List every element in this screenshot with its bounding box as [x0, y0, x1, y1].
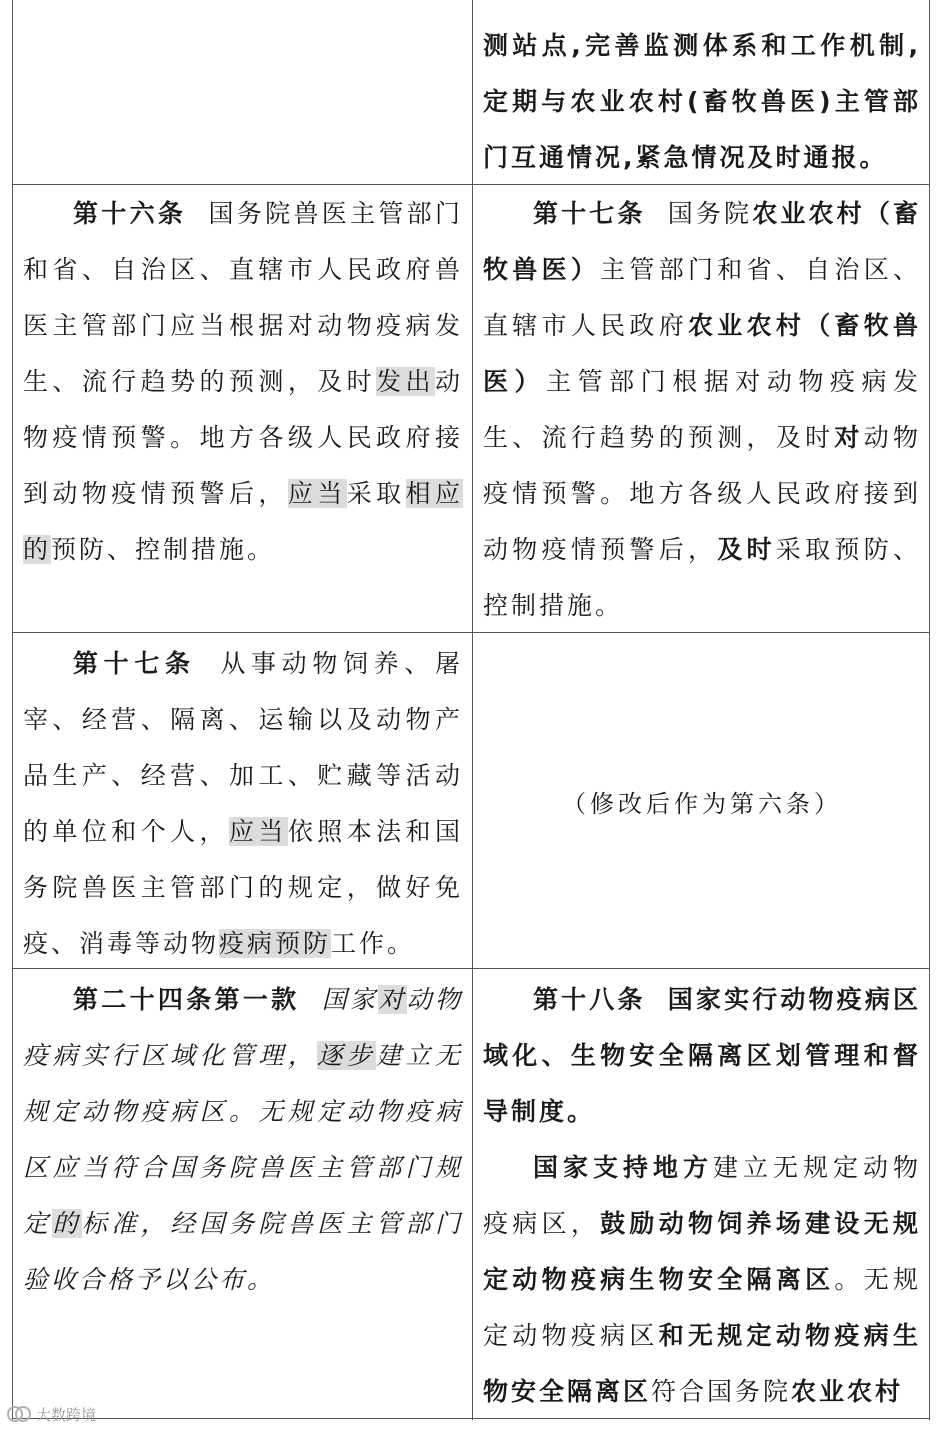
brand-logo-icon: [6, 1403, 32, 1425]
row1-right-text: 测站点,完善监测体系和工作机制,定期与农业农村(畜牧兽医)主管部门互通情况,紧急情况及时通报。: [483, 31, 921, 172]
row3-left-article: 第十七条 从事动物饲养、屠宰、经营、隔离、运输以及动物产品生产、经营、加工、贮藏等活动的单位和个人，应当依照本法和国务院兽医主管部门的规定，做好免疫、消毒等动物疫病预防工作。: [23, 649, 463, 958]
watermark: [6, 1400, 96, 1428]
comparison-table: [12, 0, 930, 1420]
row3-right-note: （修改后作为第六条）: [562, 790, 842, 818]
article-number: 第十七条: [533, 199, 646, 228]
row4-left-article: 第二十四条第一款 国家对动物疫病实行区域化管理，逐步建立无规定动物疫病区。无规定动物疫病区应当符合国务院兽医主管部门规定的标准，经国务院兽医主管部门验收合格予以公布。: [23, 985, 463, 1294]
highlight: 应当: [287, 479, 347, 508]
article-number: 第十七条: [73, 649, 196, 678]
article-number: 第十八条: [533, 985, 646, 1014]
column-divider: [472, 0, 473, 1420]
highlight: 相应的: [23, 479, 463, 564]
highlight: 的: [52, 1209, 82, 1238]
row2-left-article: 第十六条 国务院兽医主管部门和省、自治区、直辖市人民政府兽医主管部门应当根据对动物疫病发生、流行趋势的预测，及时发出动物疫情预警。地方各级人民政府接到动物疫情预警后，应当采取相应的预防、控制措施。: [23, 199, 463, 564]
highlight: 疫病预防: [219, 929, 332, 958]
row2-right-article: 第十七条 国务院农业农村（畜牧兽医）主管部门和省、自治区、直辖市人民政府农业农村（畜牧兽医）主管部门根据对动物疫病发生、流行趋势的预测，及时对动物疫情预警。地方各级人民政府接到动物疫情预警后，及时采取预防、控制措施。: [483, 199, 921, 620]
watermark-text: 大数跨境: [36, 1405, 97, 1424]
article-number: 第十六条: [73, 199, 187, 228]
highlight: 应当: [228, 817, 288, 846]
highlight: 发出: [376, 367, 435, 396]
highlight: 对: [378, 985, 407, 1014]
article-number: 第二十四条第一款: [73, 985, 300, 1014]
row4-right-paragraph-1: 第十八条 国家实行动物疫病区域化、生物安全隔离区划管理和督导制度。: [483, 985, 921, 1126]
row4-right-paragraph-2: 国家支持地方建立无规定动物疫病区，鼓励动物饲养场建设无规定动物疫病生物安全隔离区。无规定动物疫病区和无规定动物疫病生物安全隔离区符合国务院农业农村: [483, 1153, 921, 1406]
highlight: 逐步: [317, 1041, 377, 1070]
